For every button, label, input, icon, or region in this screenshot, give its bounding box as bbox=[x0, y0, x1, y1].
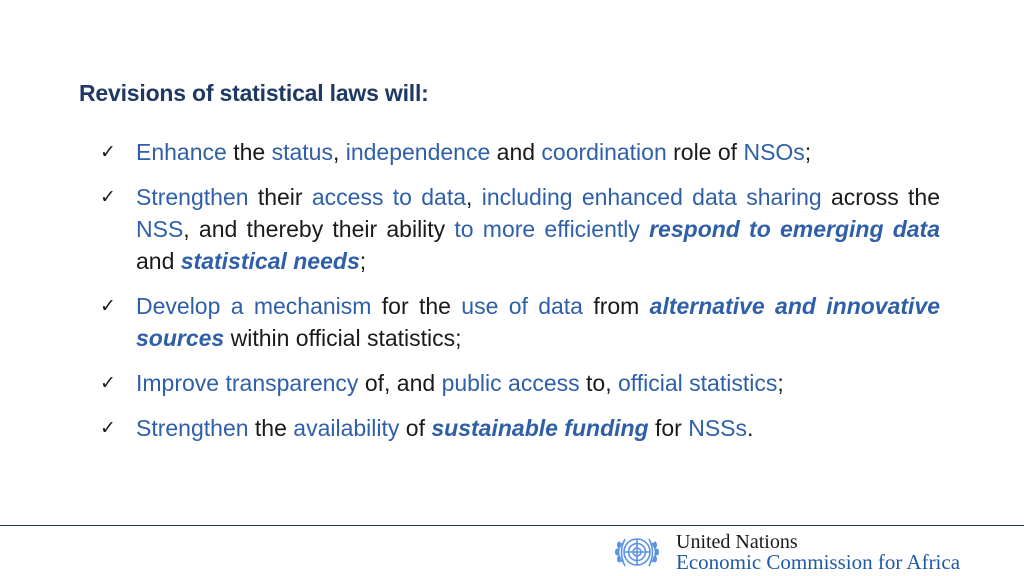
bullet-text-segment: status bbox=[271, 139, 333, 165]
bullet-text-segment: Strengthen bbox=[136, 184, 249, 210]
bullet-text-segment: , bbox=[466, 184, 482, 210]
bullet-text-segment: of, and bbox=[358, 370, 442, 396]
bullet-text-segment: NSOs bbox=[743, 139, 805, 165]
bullet-text-segment: statistical needs bbox=[180, 248, 360, 274]
bullet-text-segment: Enhance bbox=[136, 139, 227, 165]
bullet-text-segment: ; bbox=[777, 370, 784, 396]
un-emblem-icon bbox=[612, 531, 662, 573]
bullet-text-segment: use of data bbox=[461, 293, 583, 319]
bullet-item-3 bbox=[100, 290, 940, 354]
bullet-text-segment: coordination bbox=[541, 139, 667, 165]
bullet-text-segment: official statistics bbox=[618, 370, 778, 396]
bullet-text-segment: alternative and innovative sources bbox=[136, 293, 941, 351]
bullet-text-segment: ; bbox=[804, 139, 812, 165]
bullet-text-segment: . bbox=[747, 415, 754, 441]
bullet-text-segment bbox=[640, 216, 649, 242]
checkmark-icon: ✓ bbox=[100, 186, 116, 208]
bullet-item-1 bbox=[100, 136, 940, 168]
bullet-text-segment: the bbox=[248, 415, 294, 441]
bullet-text-segment: Develop a mechanism bbox=[136, 293, 372, 319]
bullet-item-5 bbox=[100, 412, 940, 444]
bullet-text-segment: across the bbox=[821, 184, 941, 210]
bullet-text-segment: of bbox=[399, 415, 432, 441]
slide-heading: Revisions of statistical laws will: bbox=[79, 80, 429, 106]
checkmark-icon: ✓ bbox=[100, 372, 116, 394]
bullet-text-segment: , and thereby their ability bbox=[183, 216, 455, 242]
bullet-text-segment: NSSs bbox=[688, 415, 748, 441]
bullet-text-segment: independence bbox=[345, 139, 491, 165]
bullet-text-segment: NSS bbox=[136, 216, 184, 242]
bullet-list bbox=[100, 136, 940, 457]
bullet-text-segment: within official statistics; bbox=[224, 325, 462, 351]
bullet-text-segment: and bbox=[490, 139, 542, 165]
bullet-text-segment: to more efficiently bbox=[454, 216, 640, 242]
bullet-text-segment: to, bbox=[579, 370, 618, 396]
footer-divider bbox=[0, 525, 1024, 526]
bullet-text-segment: from bbox=[582, 293, 650, 319]
bullet-text-segment: and bbox=[136, 248, 181, 274]
checkmark-icon: ✓ bbox=[100, 417, 116, 439]
bullet-text-segment: the bbox=[226, 139, 272, 165]
bullet-text-segment: , bbox=[332, 139, 346, 165]
org-name-line1: United Nations bbox=[676, 531, 798, 553]
bullet-text-segment: Improve transparency bbox=[136, 370, 359, 396]
bullet-text-segment: role of bbox=[666, 139, 744, 165]
org-name-line2: Economic Commission for Africa bbox=[676, 550, 961, 574]
bullet-item-4 bbox=[100, 367, 940, 399]
bullet-text-segment: sustainable funding bbox=[431, 415, 649, 441]
bullet-text-segment: Strengthen bbox=[136, 415, 249, 441]
bullet-text-segment: including enhanced data sharing bbox=[481, 184, 822, 210]
bullet-text-segment: for the bbox=[371, 293, 462, 319]
bullet-text-segment: public access bbox=[441, 370, 580, 396]
bullet-text-segment: their bbox=[248, 184, 312, 210]
bullet-text-segment: availability bbox=[293, 415, 400, 441]
bullet-text-segment: ; bbox=[359, 248, 367, 274]
checkmark-icon: ✓ bbox=[100, 141, 116, 163]
bullet-item-2 bbox=[100, 181, 940, 277]
bullet-text-segment: respond to emerging data bbox=[649, 216, 941, 242]
checkmark-icon: ✓ bbox=[100, 295, 116, 317]
bullet-text-segment: for bbox=[648, 415, 689, 441]
bullet-text-segment: access to data bbox=[311, 184, 467, 210]
